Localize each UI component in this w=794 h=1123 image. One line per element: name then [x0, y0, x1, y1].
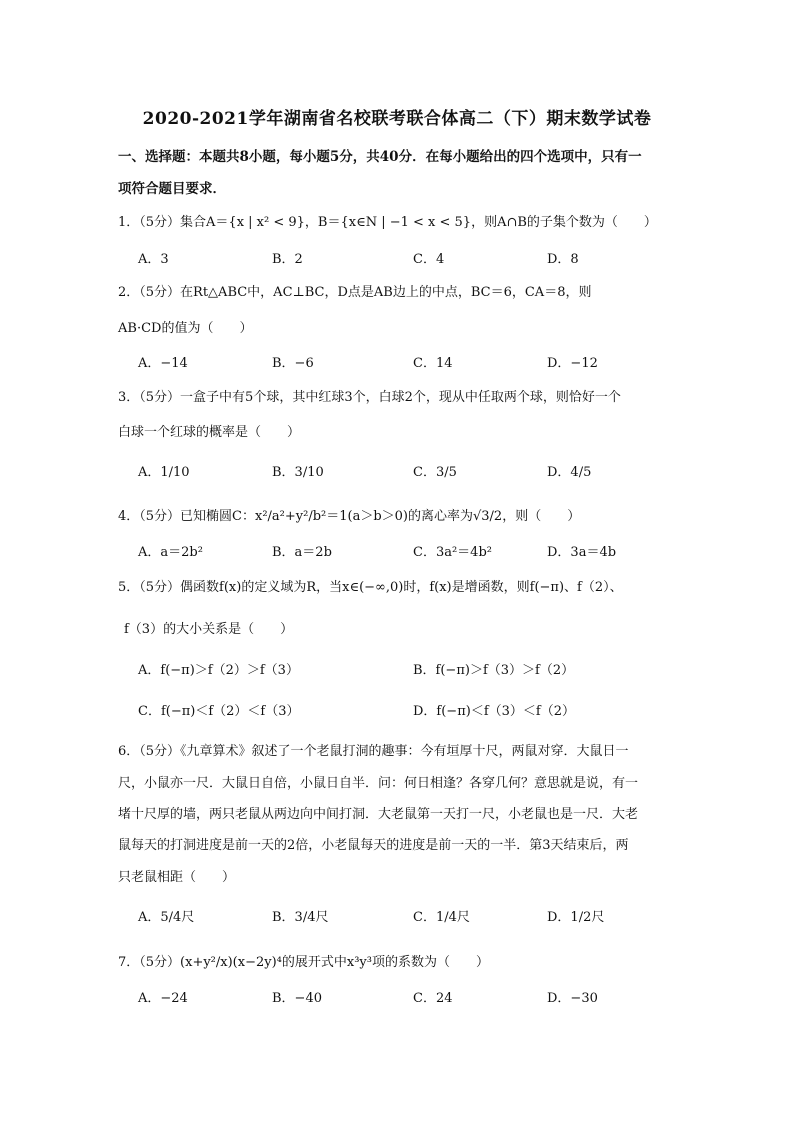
question-1-option-c[interactable]: C．4	[413, 252, 445, 267]
question-7-option-a[interactable]: A．−24	[138, 991, 188, 1006]
question-3-option-d[interactable]: D．4/5	[547, 465, 592, 480]
question-3-option-b[interactable]: B．3/10	[272, 465, 324, 480]
question-2-option-c[interactable]: C．14	[413, 356, 453, 371]
question-5-stem-line-1: 5．（5分）偶函数f(x)的定义域为R，当x∈(−∞,0)时，f(x)是增函数，则f(−π)、f（2）、	[118, 580, 623, 595]
question-4-stem: 4．（5分）已知椭圆C：x²/a²+y²/b²＝1(a＞b＞0)的离心率为√3/2，则（ ）	[118, 509, 581, 524]
question-4-option-a[interactable]: A．a＝2b²	[138, 545, 203, 560]
question-7-option-d[interactable]: D．−30	[547, 991, 598, 1006]
question-1-option-d[interactable]: D．8	[547, 252, 579, 267]
question-6-option-c[interactable]: C．1/4尺	[413, 910, 470, 925]
question-4-option-b[interactable]: B．a＝2b	[272, 545, 332, 560]
question-6-option-d[interactable]: D．1/2尺	[547, 910, 605, 925]
question-5-option-a[interactable]: A．f(−π)＞f（2）＞f（3）	[138, 663, 299, 678]
section-heading-line-1: 一、选择题：本题共8小题，每小题5分，共40分．在每小题给出的四个选项中，只有一	[118, 149, 642, 165]
exam-title: 2020-2021学年湖南省名校联考联合体高二（下）期末数学试卷	[142, 109, 652, 129]
question-7-option-b[interactable]: B．−40	[272, 991, 322, 1006]
question-2-option-d[interactable]: D．−12	[547, 356, 598, 371]
question-3-option-c[interactable]: C．3/5	[413, 465, 457, 480]
question-6-stem-line-3: 堵十尺厚的墙，两只老鼠从两边向中间打洞．大老鼠第一天打一尺，小老鼠也是一尺．大老	[118, 807, 639, 822]
question-7-option-c[interactable]: C．24	[413, 991, 453, 1006]
question-5-option-c[interactable]: C．f(−π)＜f（2）＜f（3）	[138, 704, 300, 719]
question-6-stem-line-1: 6．（5分）《九章算术》叙述了一个老鼠打洞的趣事：今有垣厚十尺，两鼠对穿．大鼠日一	[118, 744, 629, 759]
question-2-stem-line-1: 2．（5分）在Rt△ABC中，AC⊥BC，D点是AB边上的中点，BC＝6，CA＝8，则	[118, 285, 592, 300]
question-5-option-b[interactable]: B．f(−π)＞f（3）＞f（2）	[413, 663, 575, 678]
question-7-stem: 7．（5分）(x+y²/x)(x−2y)⁴的展开式中x³y³项的系数为（ ）	[118, 955, 489, 970]
question-4-option-c[interactable]: C．3a²＝4b²	[413, 545, 492, 560]
question-6-stem-line-4: 鼠每天的打洞进度是前一天的2倍，小老鼠每天的进度是前一天的一半．第3天结束后，两	[118, 838, 629, 853]
question-6-option-b[interactable]: B．3/4尺	[272, 910, 329, 925]
question-3-option-a[interactable]: A．1/10	[138, 465, 190, 480]
question-2-stem-line-2: AB·CD的值为（ ）	[118, 321, 253, 336]
section-heading-line-2: 项符合题目要求．	[118, 181, 226, 197]
question-6-stem-line-2: 尺，小鼠亦一尺．大鼠日自倍，小鼠日自半．问：何日相逢？各穿几何？意思就是说，有一	[118, 776, 639, 791]
question-2-option-b[interactable]: B．−6	[272, 356, 314, 371]
question-1-option-b[interactable]: B．2	[272, 252, 303, 267]
question-2-option-a[interactable]: A．−14	[138, 356, 188, 371]
question-6-stem-line-5: 只老鼠相距（ ）	[118, 870, 236, 885]
question-5-option-d[interactable]: D．f(−π)＜f（3）＜f（2）	[413, 704, 575, 719]
question-6-option-a[interactable]: A．5/4尺	[138, 910, 195, 925]
question-3-stem-line-2: 白球一个红球的概率是（ ）	[118, 425, 301, 440]
question-3-stem-line-1: 3．（5分）一盒子中有5个球，其中红球3个，白球2个，现从中任取两个球，则恰好一个	[118, 390, 621, 405]
question-1-option-a[interactable]: A．3	[138, 252, 169, 267]
question-4-option-d[interactable]: D．3a＝4b	[547, 545, 617, 560]
question-5-stem-line-2: f（3）的大小关系是（ ）	[124, 622, 294, 637]
question-1-stem: 1．（5分）集合A＝{x | x² < 9}，B＝{x∈N | −1 < x < 5}，则A∩B的子集个数为（ ）	[118, 215, 657, 230]
